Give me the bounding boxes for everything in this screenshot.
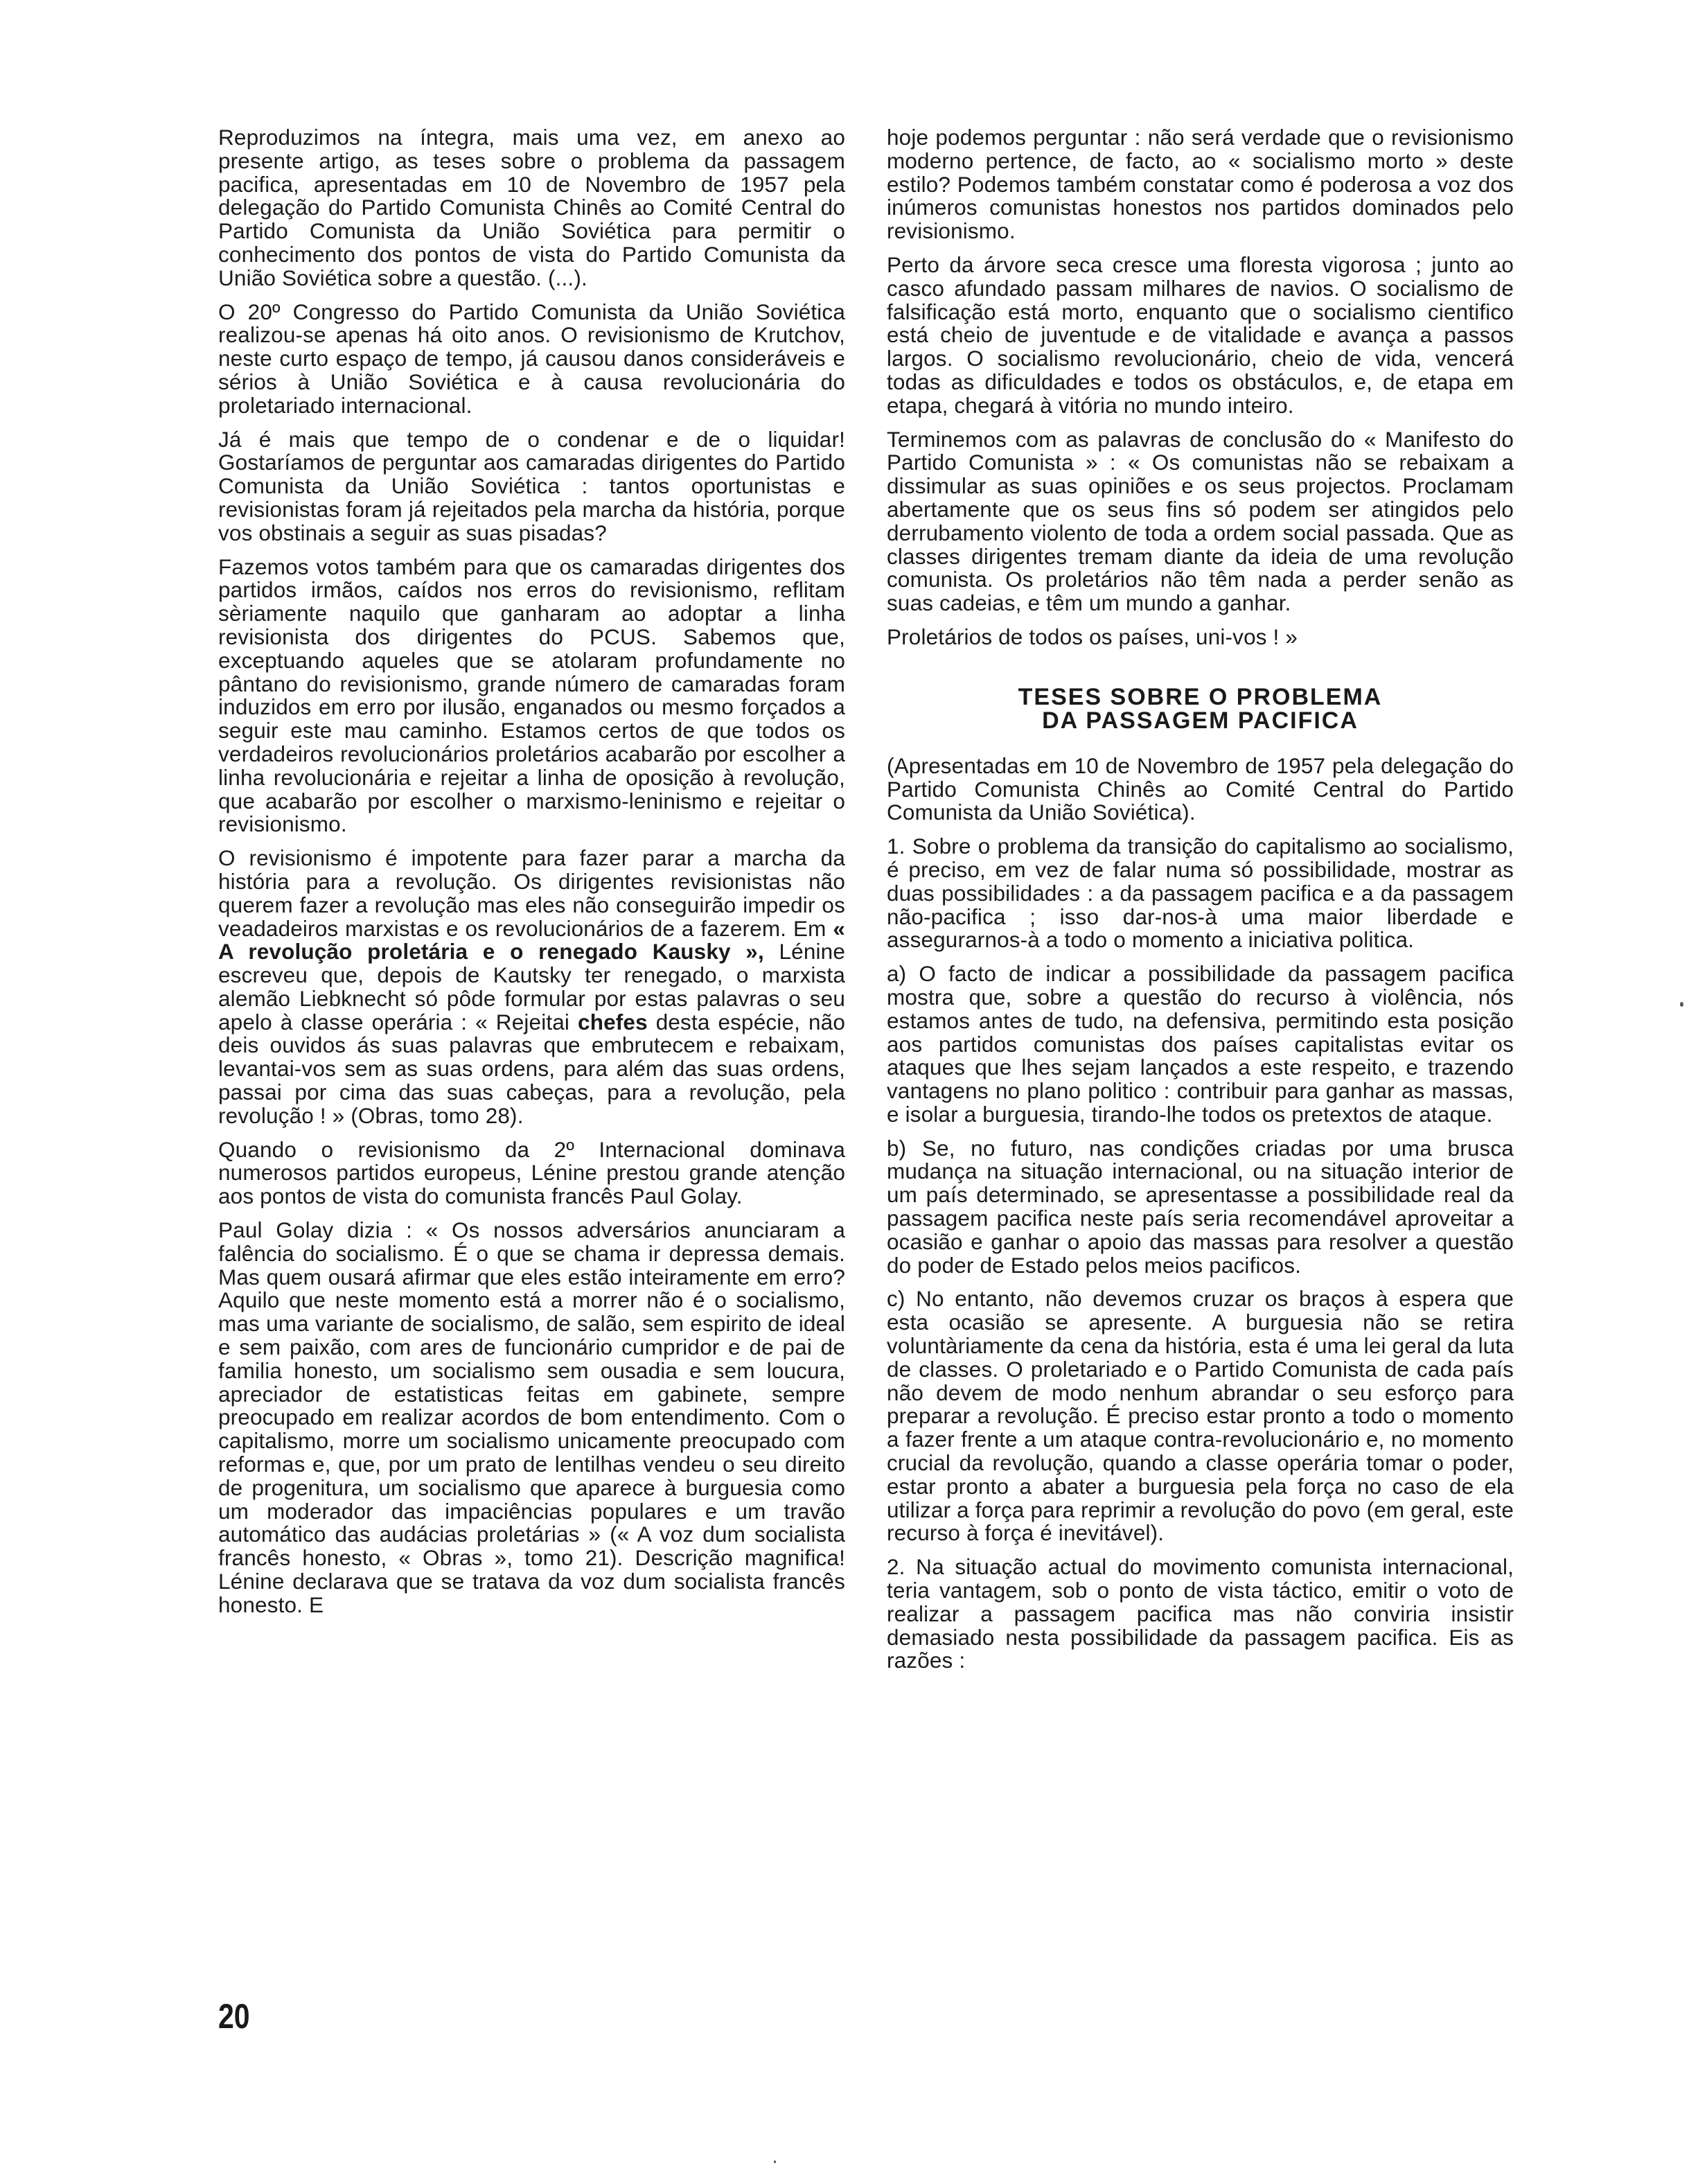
heading-line: DA PASSAGEM PACIFICA [1042,707,1359,734]
paragraph: 1. Sobre o problema da transição do capitalismo ao socialismo, é preciso, em vez de falar numa só possibilidade, mostrar as duas possibilidades : a da passagem pacifica e a da passagem não-pacifica ; isso dar-nos-à uma maior liberdade e assegurarnos-à a todo o momento a iniciativa politica. [887,834,1514,953]
paragraph: Terminemos com as palavras de conclusão do « Manifesto do Partido Comunista » : « Os comunistas não se rebaixam a dissimular as suas opiniões e os seus projectos. Proclamam abertamente que os seus fins só podem ser atingidos pelo derrubamento violento de toda a ordem social passada. Que as classes dirigentes tremam diante da ideia de uma revolução comunista. Os proletários não têm nada a perder senão as suas cadeias, e têm um mundo a ganhar. [887,426,1514,616]
section-heading [887,685,1514,732]
paragraph: Proletários de todos os países, uni-vos ! » [887,624,1298,649]
work-title: « A revolução proletária e o renegado Kausky », [218,915,845,965]
paragraph: 2. Na situação actual do movimento comunista internacional, teria vantagem, sob o ponto de vista táctico, emitir o voto de realizar a passagem pacifica mas não conviria insistir demasiado nesta possibilidade da passagem pacifica. Eis as razões : [887,1554,1514,1673]
paragraph: hoje podemos perguntar : não será verdade que o revisionismo moderno pertence, de facto, ao « socialismo morto » deste estilo? Podemos também constatar como é poderosa a voz dos inúmeros comunistas honestos nos partidos dominados pelo revisionismo. [887,125,1514,244]
emphasized-word: chefes [578,1009,648,1034]
heading-line: TESES SOBRE O PROBLEMA [1018,683,1383,710]
paragraph: Paul Golay dizia : « Os nossos adversários anunciaram a falência do socialismo. É o que se chama ir depressa demais. Mas quem ousará afirmar que eles estão inteiramente em erro? Aquilo que neste momento está a morrer não é o socialismo, mas uma variante de socialismo, de salão, sem espirito de ideal e sem paixão, com ares de funcionário cumpridor e de pai de familia honesto, um socialismo sem ousadia e sem loucura, apreciador de estatisticas feitas em gabinete, sempre preocupado em realizar acordos de bom entendimento. Com o capitalismo, morre um socialismo unicamente preocupado com reformas e, que, por um prato de lentilhas vendeu o seu direito de progenitura, um socialismo que aparece à burguesia como um moderador das impaciências populares e um travão automático das audácias proletárias » (« A voz dum socialista francês honesto, « Obras », tomo 21). Descrição magnifica! Lénine declarava que se tratava da voz dum socialista francês honesto. E [218,1217,845,1617]
paragraph: O 20º Congresso do Partido Comunista da União Soviética realizou-se apenas há oito anos. O revisionismo de Krutchov, neste curto espaço de tempo, já causou danos consideráveis e sérios à União Soviética e à causa revolucionária do proletariado internacional. [218,299,845,418]
right-column [887,126,1514,1683]
paragraph-lenine-quote [218,847,845,1128]
paragraph: b) Se, no futuro, nas condições criadas por uma brusca mudança na situação internacional, ou na situação interior de um país determinado, se apresentasse a possibilidade real da passagem pacifica neste país seria recomendável aproveitar a ocasião e ganhar o apoio das massas para resolver a questão do poder de Estado pelos meios pacificos. [887,1135,1514,1278]
text-run: desta espécie, não deis ouvidos ás suas palavras que embrutecem e rebaixam, levantai-vos sem as suas ordens, para além das suas ordens, passai por cima das suas cabeças, para a revolução, pela revolução ! » (Obras, tomo 28). [218,1009,845,1128]
left-column [218,126,845,1628]
paragraph: (Apresentadas em 10 de Novembro de 1957 pela delegação do Partido Comunista Chinês ao Comité Central do Partido Comunista da União Soviética). [887,752,1514,825]
paragraph: Quando o revisionismo da 2º Internacional dominava numerosos partidos europeus, Lénine prestou grande atenção aos pontos de vista do comunista francês Paul Golay. [218,1136,845,1209]
page-number: 20 [218,1997,250,2036]
print-speck [1680,1002,1683,1007]
paragraph: Fazemos votos também para que os camaradas dirigentes dos partidos irmãos, caídos nos erros do revisionismo, reflitam sèriamente naquilo que ganharam ao adoptar a linha revisionista dos dirigentes do PCUS. Sabemos que, exceptuando aqueles que se atolaram profundamente no pântano do revisionismo, grande número de camaradas foram induzidos em erro por ilusão, enganados ou mesmo forçados a seguir este mau caminho. Estamos certos de que todos os verdadeiros revolucionários proletários acabarão por escolher a linha revolucionária e rejeitar a linha de oposição à revolução, que acabarão por escolher o marxismo-leninismo e rejeitar o revisionismo. [218,554,845,837]
paragraph: Reproduzimos na íntegra, mais uma vez, em anexo ao presente artigo, as teses sobre o problema da passagem pacifica, apresentadas em 10 de Novembro de 1957 pela delegação do Partido Comunista Chinês ao Comité Central do Partido Comunista da União Soviética para permitir o conhecimento dos pontos de vista do Partido Comunista da União Soviética sobre a questão. (...). [218,125,845,290]
paragraph: a) O facto de indicar a possibilidade da passagem pacifica mostra que, sobre a questão do recurso à violência, nós estamos antes de tudo, na defensiva, permitindo esta posição aos partidos comunistas dos países capitalistas evitar os ataques que lhes sejam lançados a este respeito, e trazendo vantagens no plano politico : contribuir para ganhar as massas, e isolar a burguesia, tirando-lhe todos os pretextos de ataque. [887,961,1514,1127]
text-run: O revisionismo é impotente para fazer parar a marcha da história para a revolução. Os dirigentes revisionistas não querem fazer a revolução mas eles não conseguirão impedir os veadadeiros marxistas e os revolucionários de a fazerem. Em [218,845,845,941]
paragraph: Perto da árvore seca cresce uma floresta vigorosa ; junto ao casco afundado passam milhares de navios. O socialismo de falsificação está morto, enquanto que o socialismo cientifico está cheio de juventude e de vitalidade e avança a passos largos. O socialismo revolucionário, cheio de vida, vencerá todas as dificuldades e todos os obstáculos, e, de etapa em etapa, chegará à vitória no mundo inteiro. [887,252,1514,418]
paragraph: c) No entanto, não devemos cruzar os braços à espera que esta ocasião se apresente. A burguesia não se retira voluntàriamente da cena da história, esta é uma lei geral da luta de classes. O proletariado e o Partido Comunista de cada país não devem de modo nenhum abrandar o seu esforço para preparar a revolução. É preciso estar pronto a todo o momento a fazer frente a um ataque contra-revolucionário e, no momento crucial da revolução, quando a classe operária tomar o poder, estar pronto a abater a burguesia pela força no caso de ela utilizar a força para reprimir a revolução do povo (em geral, este recurso à força é inevitável). [887,1286,1514,1546]
text-run: Lénine escreveu que, depois de Kautsky ter renegado, o marxista alemão Liebknecht só pôde formular por estas palavras o seu apelo à classe operária : « Rejeitai [218,939,845,1034]
paragraph: Já é mais que tempo de o condenar e de o liquidar! Gostaríamos de perguntar aos camaradas dirigentes do Partido Comunista da União Soviética : tantos oportunistas e revisionistas foram já rejeitados pela marcha da história, porque vos obstinais a seguir as suas pisadas? [218,426,845,545]
print-speck [774,2160,776,2163]
